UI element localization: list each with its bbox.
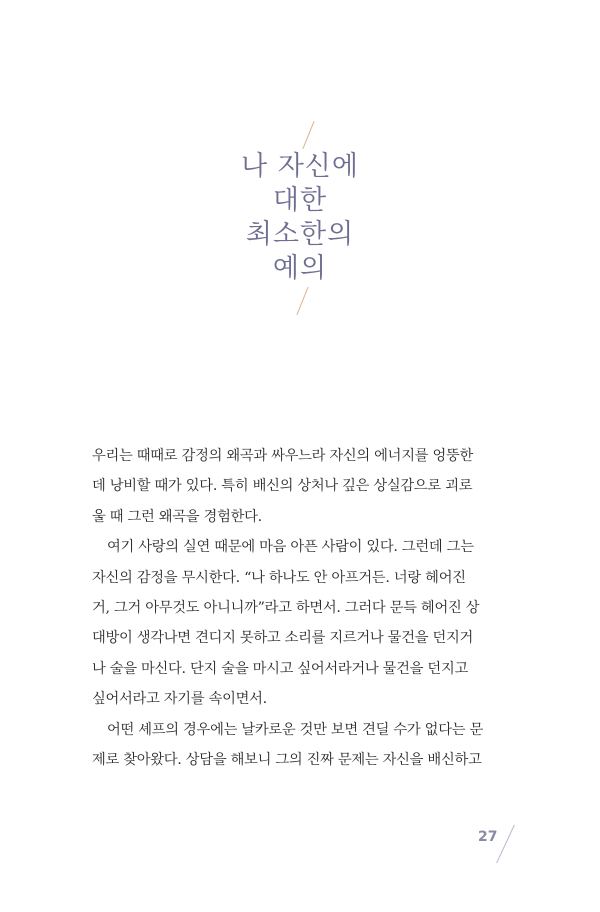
chapter-title	[200, 150, 400, 286]
body-line: 나 술을 마신다. 단지 술을 마시고 싶어서라거나 물건을 던지고	[92, 660, 468, 677]
body-line: 거, 그거 아무것도 아니니까”라고 하면서. 그러다 문득 헤어진 상	[92, 600, 480, 617]
title-top-slash-decoration	[302, 121, 315, 149]
body-line: 여기 사랑의 실연 때문에 마음 아픈 사람이 있다. 그런데 그는	[107, 539, 474, 556]
body-text	[92, 441, 522, 775]
body-line: 데 낭비할 때가 있다. 특히 배신의 상처나 깊은 상실감으로 괴로	[92, 478, 473, 495]
title-bottom-slash-decoration	[296, 287, 309, 315]
body-line: 우리는 때때로 감정의 왜곡과 싸우느라 자신의 에너지를 엉뚱한	[92, 448, 473, 464]
chapter-title-line-4: 예의	[272, 253, 328, 284]
body-line: 자신의 감정을 무시한다. “나 하나도 안 아프거든. 너랑 헤어진	[92, 569, 466, 586]
body-line: 울 때 그런 왜곡을 경험한다.	[92, 508, 262, 525]
body-line: 대방이 생각나면 견디지 못하고 소리를 지르거나 물건을 던지거	[92, 630, 473, 647]
body-line: 싶어서라고 자기를 속이면서.	[92, 691, 267, 708]
body-line: 어떤 셰프의 경우에는 날카로운 것만 보면 견딜 수가 없다는 문	[107, 721, 483, 738]
chapter-title-line-3: 최소한의	[245, 219, 355, 250]
chapter-title-line-1: 나 자신에	[241, 151, 359, 182]
page-number-slash-decoration	[496, 825, 515, 864]
page-number: 27	[478, 829, 498, 845]
chapter-title-line-2: 대한	[272, 185, 328, 216]
body-line: 제로 찾아왔다. 상담을 해보니 그의 진짜 문제는 자신을 배신하고	[92, 752, 482, 769]
